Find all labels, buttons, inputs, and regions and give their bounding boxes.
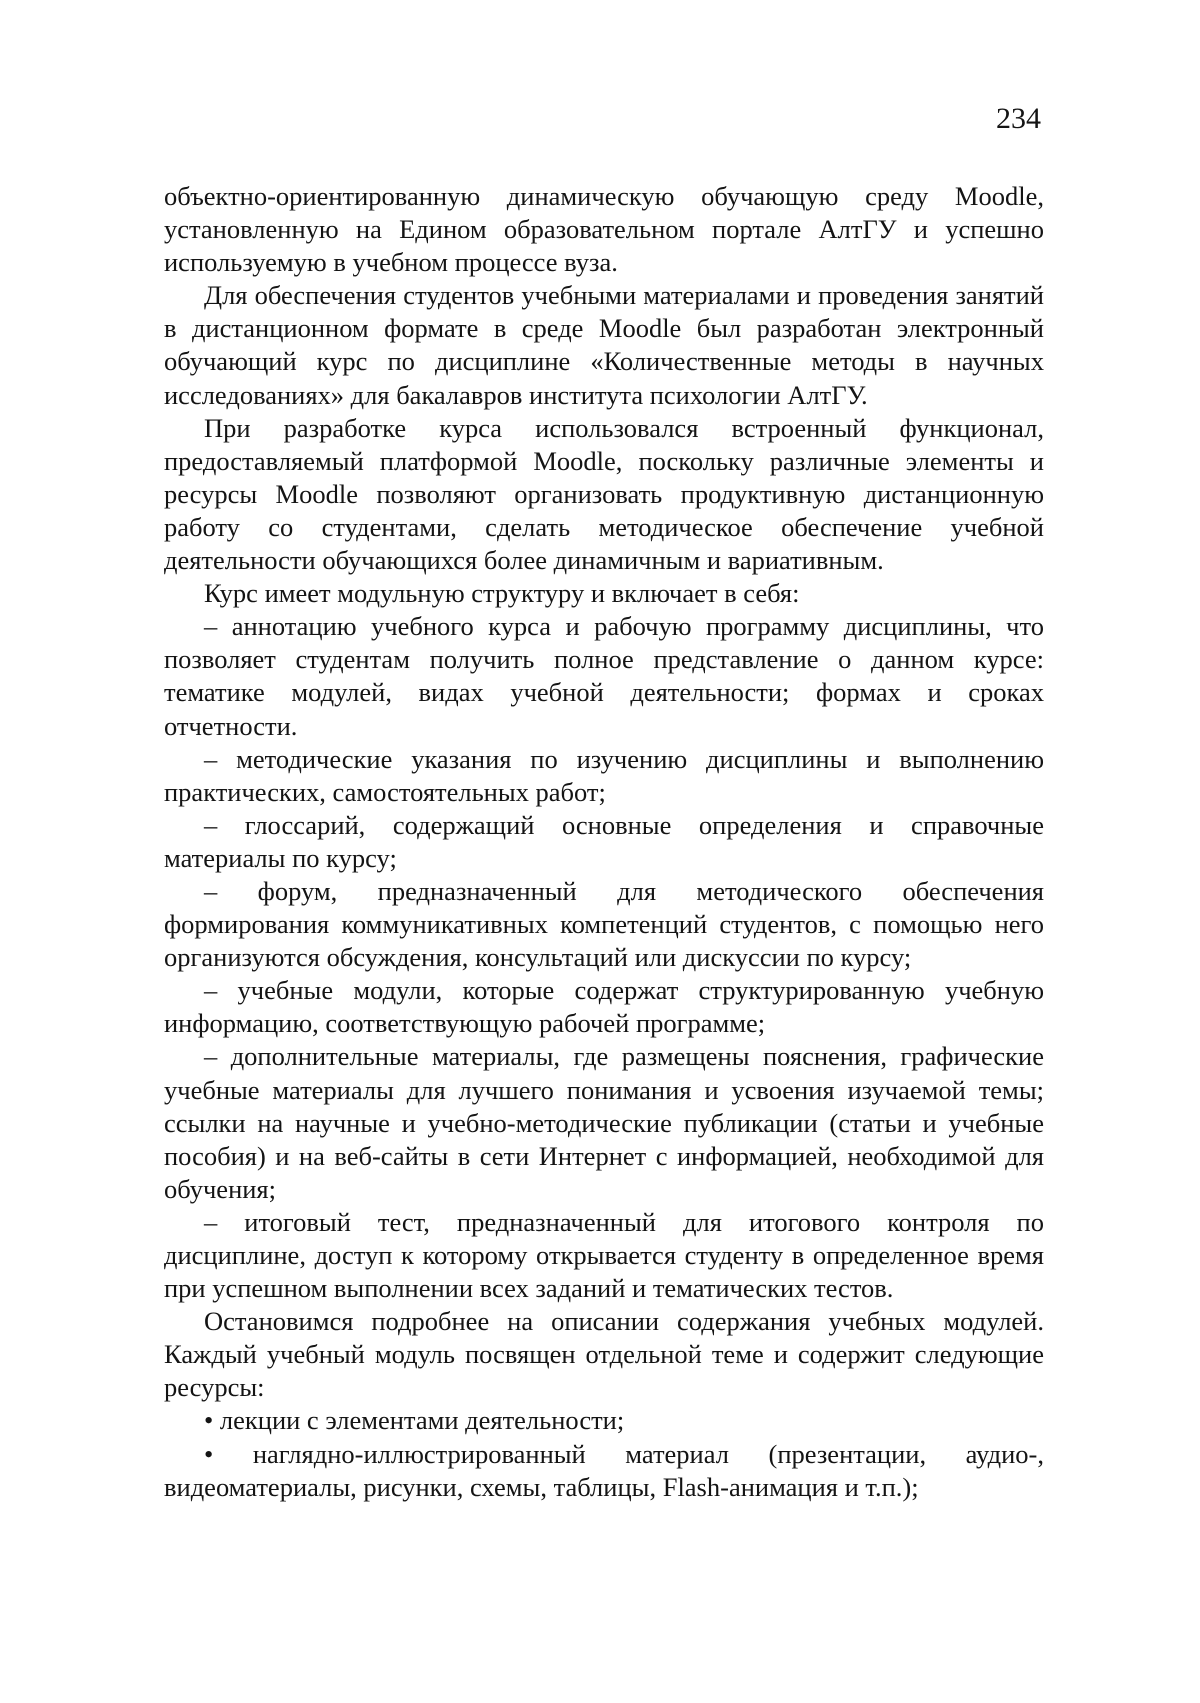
page-number: 234 <box>996 100 1041 138</box>
list-item: – аннотацию учебного курса и рабочую программу дисциплины, что позволяет студентам получить полное представление о данном курсе: тематике модулей, видах учебной деятельности; формах и сроках отчетности. <box>164 610 1044 742</box>
paragraph: Для обеспечения студентов учебными материалами и проведения занятий в дистанционном формате в среде Moodle был разработан электронный обучающий курс по дисциплине «Количественные мето­ды в научных исследованиях» для бакалавров института психологии АлтГУ. <box>164 279 1044 411</box>
list-item: – методические указания по изучению дисциплины и выполнению практических, самостоятельных работ; <box>164 743 1044 809</box>
list-item: – глоссарий, содержащий основные определения и справочные материалы по курсу; <box>164 809 1044 875</box>
bullet-item: • наглядно-иллюстрированный материал (презентации, аудио-, видеоматериалы, рисунки, схемы, таблицы, Flash-анимация и т.п.); <box>164 1438 1044 1504</box>
list-item: – учебные модули, которые содержат структурированную учебную информацию, соответствующую рабочей программе; <box>164 974 1044 1040</box>
bullet-item: • лекции с элементами деятельности; <box>164 1404 1044 1437</box>
paragraph: Остановимся подробнее на описании содержания учебных модулей. Каждый учебный модуль посвящен отдельной теме и содержит следующие ресурсы: <box>164 1305 1044 1404</box>
paragraph: объектно-ориентированную динамическую обучающую среду Moodle, установленную на Едином образовательном портале АлтГУ и успешно используемую в учебном процессе вуза. <box>164 180 1044 279</box>
list-item: – дополнительные материалы, где размещены пояснения, графичес­кие учебные материалы для лучшего понимания и усвоения изучаемой темы; ссылки на научные и учебно-методические публикации (статьи и учебные пособия) и на веб-сайты в сети Интернет с информацией, необходимой для обучения; <box>164 1040 1044 1205</box>
paragraph: При разработке курса использовался встроенный функционал, предоставляемый платформой Moodle, поскольку различные элементы и ресурсы Moodle позволяют организовать продуктивную дистанцион­ную работу со студентами, сделать методическое обеспечение учебной деятельности обучающихся более динамичным и вариативным. <box>164 412 1044 577</box>
list-item: – форум, предназначенный для методического обеспечения формирования коммуникативных компетенций студентов, с помощью него организуются обсуждения, консультаций или дискуссии по курсу; <box>164 875 1044 974</box>
document-page <box>0 0 1200 1703</box>
list-item: – итоговый тест, предназначенный для итогового контроля по дисциплине, доступ к которому открывается студенту в определенное время при успешном выполнении всех заданий и тематических тестов. <box>164 1206 1044 1305</box>
paragraph: Курс имеет модульную структуру и включает в себя: <box>164 577 1044 610</box>
body-text <box>164 180 1044 1504</box>
